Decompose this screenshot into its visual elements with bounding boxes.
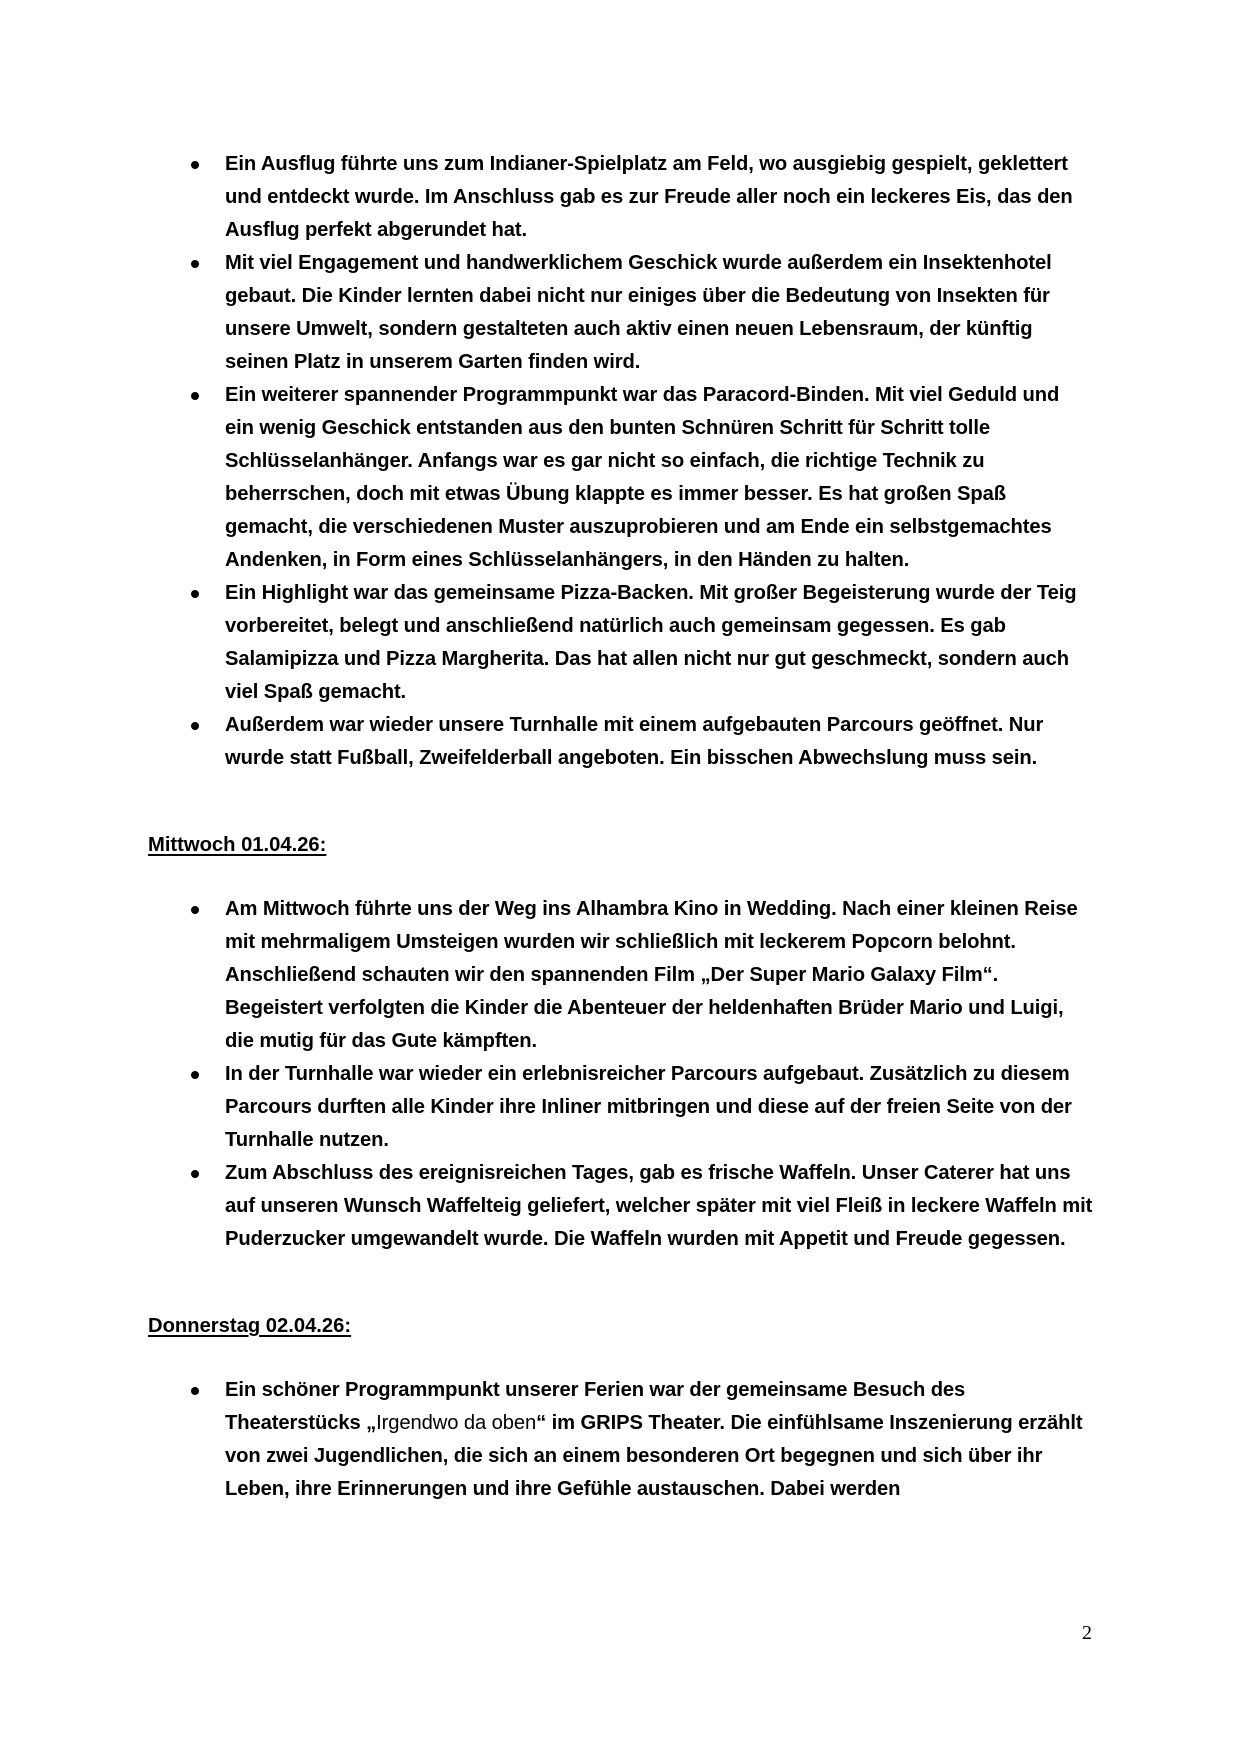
- section-heading-wednesday: Mittwoch 01.04.26:: [148, 834, 327, 856]
- bullet-icon: [191, 260, 199, 268]
- section-spacer: [148, 1256, 1093, 1310]
- bullet-icon: [191, 590, 199, 598]
- activity-list-tuesday: [148, 148, 1093, 775]
- list-item: Am Mittwoch führte uns der Weg ins Alhambra Kino in Wedding. Nach einer kleinen Reise mit mehrmaligem Umsteigen wurden wir schließlich mit leckerem Popcorn belohnt. Anschließend schauten wir den spannenden Film „Der Super Mario Galaxy Film“. Begeistert verfolgten die Kinder die Abenteuer der heldenhaften Brüder Mario und Luigi, die mutig für das Gute kämpften.: [148, 893, 1093, 1058]
- bullet-icon: [191, 722, 199, 730]
- list-item: Ein weiterer spannender Programmpunkt war das Paracord-Binden. Mit viel Geduld und ein wenig Geschick entstanden aus den bunten Schnüren Schritt für Schritt tolle Schlüsselanhänger. Anfangs war es gar nicht so einfach, die richtige Technik zu beherrschen, doch mit etwas Übung klappte es immer besser. Es hat großen Spaß gemacht, die verschiedenen Muster auszuprobieren und am Ende ein selbstgemachtes Andenken, in Form eines Schlüsselanhängers, in den Händen zu halten.: [148, 379, 1093, 577]
- bullet-icon: [191, 1387, 199, 1395]
- activity-list-thursday: [148, 1374, 1093, 1506]
- bullet-icon: [191, 1170, 199, 1178]
- list-item: In der Turnhalle war wieder ein erlebnisreicher Parcours aufgebaut. Zusätzlich zu diesem Parcours durften alle Kinder ihre Inliner mitbringen und diese auf der freien Seite von der Turnhalle nutzen.: [148, 1058, 1093, 1157]
- list-item: Ein Highlight war das gemeinsame Pizza-Backen. Mit großer Begeisterung wurde der Teig vorbereitet, belegt und anschließend natürlich auch gemeinsam gegessen. Es gab Salamipizza und Pizza Margherita. Das hat allen nicht nur gut geschmeckt, sondern auch viel Spaß gemacht.: [148, 577, 1093, 709]
- list-item: Zum Abschluss des ereignisreichen Tages, gab es frische Waffeln. Unser Caterer hat uns auf unseren Wunsch Waffelteig geliefert, welcher später mit viel Fleiß in leckere Waffeln mit Puderzucker umgewandelt wurde. Die Waffeln wurden mit Appetit und Freude gegessen.: [148, 1157, 1093, 1256]
- bullet-icon: [191, 161, 199, 169]
- heading-spacer: [148, 1343, 1093, 1374]
- page-content: [148, 148, 1093, 1506]
- bullet-icon: [191, 1071, 199, 1079]
- list-item: Außerdem war wieder unsere Turnhalle mit einem aufgebauten Parcours geöffnet. Nur wurde statt Fußball, Zweifelderball angeboten. Ein bisschen Abwechslung muss sein.: [148, 709, 1093, 775]
- section-spacer: [148, 775, 1093, 829]
- bullet-icon: [191, 906, 199, 914]
- heading-spacer: [148, 862, 1093, 893]
- theater-text-before: Ein schöner Programmpunkt unserer Ferien war der gemeinsame Besuch des Theaterstücks „: [225, 1379, 966, 1434]
- activity-list-wednesday: [148, 893, 1093, 1256]
- page-number: 2: [1082, 1622, 1092, 1644]
- list-item: Mit viel Engagement und handwerklichem Geschick wurde außerdem ein Insektenhotel gebaut. Die Kinder lernten dabei nicht nur einiges über die Bedeutung von Insekten für unsere Umwelt, sondern gestalteten auch aktiv einen neuen Lebensraum, der künftig seinen Platz in unserem Garten finden wird.: [148, 247, 1093, 379]
- theater-text-after: “ im GRIPS Theater. Die einfühlsame Inszenierung erzählt von zwei Jugendlichen, die sich an einem besonderen Ort begegnen und sich über ihr Leben, ihre Erinnerungen und ihre Gefühle austauschen. Dabei werden: [225, 1412, 1083, 1500]
- bullet-icon: [191, 392, 199, 400]
- list-item: [148, 1374, 1093, 1506]
- section-heading-thursday: Donnerstag 02.04.26:: [148, 1315, 352, 1337]
- theater-play-title: Irgendwo da oben: [376, 1412, 537, 1434]
- list-item: Ein Ausflug führte uns zum Indianer-Spielplatz am Feld, wo ausgiebig gespielt, geklettert und entdeckt wurde. Im Anschluss gab es zur Freude aller noch ein leckeres Eis, das den Ausflug perfekt abgerundet hat.: [148, 148, 1093, 247]
